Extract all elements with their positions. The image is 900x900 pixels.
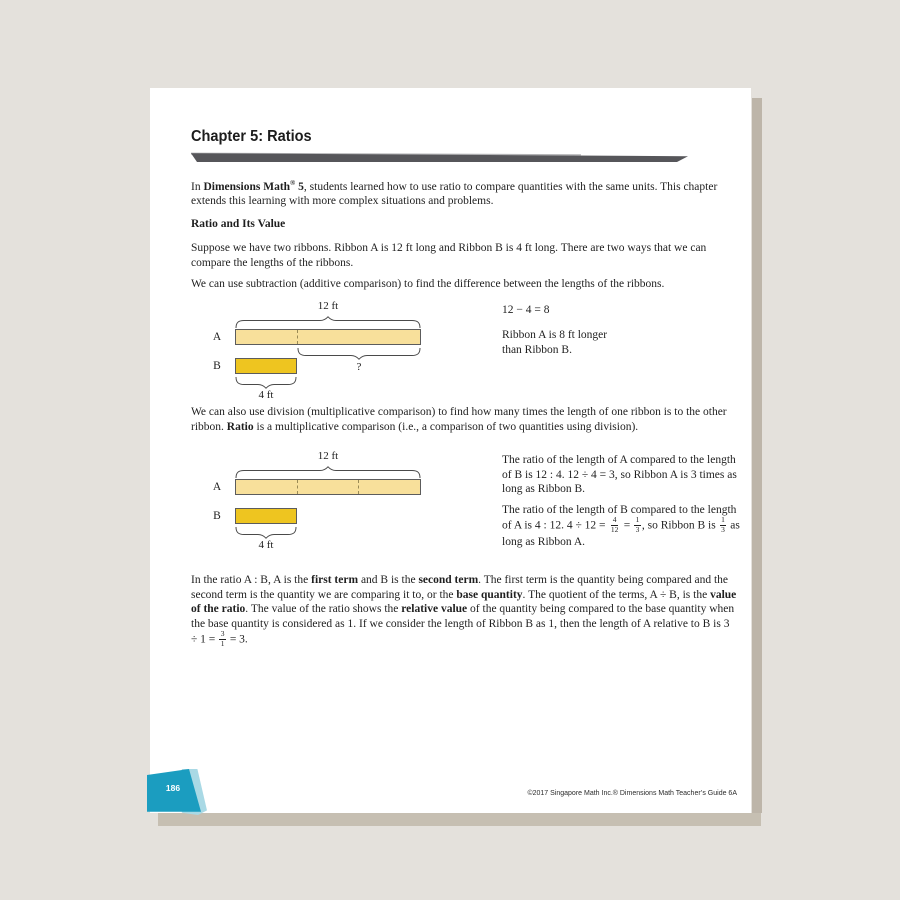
ratio-notes bbox=[502, 453, 742, 555]
swoosh-graphic bbox=[191, 152, 688, 164]
ribbon-b-bar bbox=[235, 358, 297, 374]
ribbon-a-bar bbox=[235, 479, 421, 495]
intro-paragraph: In Dimensions Math® 5, students learned how to use ratio to compare quantities with the same units. This chapter extends this learning with more complex situations and problems. bbox=[191, 179, 718, 208]
title-underline-swoosh bbox=[191, 151, 688, 163]
paragraph-subtraction: We can use subtraction (additive comparison) to find the difference between the lengths of the ribbons. bbox=[191, 278, 665, 290]
page-shadow-right bbox=[752, 98, 762, 813]
chapter-title: Chapter 5: Ratios bbox=[191, 128, 312, 145]
section-heading: Ratio and Its Value bbox=[191, 218, 286, 230]
page-shadow-bottom bbox=[158, 813, 761, 826]
length-12ft-label: 12 ft bbox=[317, 450, 339, 462]
bar-divider-dashed bbox=[297, 330, 298, 344]
overbrace-12ft bbox=[235, 466, 421, 478]
bar-divider-dashed bbox=[358, 480, 359, 494]
ribbon-a-label: A bbox=[212, 481, 222, 493]
paragraph-suppose: Suppose we have two ribbons. Ribbon A is 12 ft long and Ribbon B is 4 ft long. There are two ways that we can compare the lengths of the ribbons. bbox=[191, 242, 707, 269]
page-number-tab bbox=[147, 769, 207, 815]
ribbon-b-label: B bbox=[213, 510, 221, 522]
copyright-line: ©2017 Singapore Math Inc.® Dimensions Math Teacher’s Guide 6A bbox=[527, 790, 737, 797]
page-number: 186 bbox=[165, 783, 181, 793]
underbrace-difference bbox=[297, 347, 421, 360]
ribbon-diagram-subtraction bbox=[210, 300, 510, 410]
ribbon-diagram-division bbox=[210, 450, 510, 560]
underbrace-4ft bbox=[235, 376, 297, 389]
book-page bbox=[150, 88, 751, 813]
ratio-note-a-to-b: The ratio of the length of A compared to the length of B is 12 : 4. 12 ÷ 4 = 3, so Ribbon A is 3 times as long as Ribbon B. bbox=[502, 454, 737, 496]
conclusion-line-1: Ribbon A is 8 ft longer bbox=[502, 329, 608, 341]
difference-question-label: ? bbox=[356, 361, 362, 373]
ribbon-b-bar bbox=[235, 508, 297, 524]
ratio-note-b-to-a: The ratio of the length of B compared to the length of A is 4 : 12. 4 ÷ 12 = $\frac{4}{12}$ = $\frac{1}{3}$ , so Ribbon B is $\frac{1}{3}$ as long as Ribbon A. bbox=[502, 503, 740, 548]
bar-divider-dashed bbox=[297, 480, 298, 494]
subtraction-result bbox=[502, 304, 742, 356]
paragraph-division: We can also use division (multiplicative comparison) to find how many times the length of one ribbon is to the other ribbon. Ratio is a multiplicative comparison (i.e., a comparison of two quantities using division). bbox=[191, 406, 727, 433]
ribbon-a-bar bbox=[235, 329, 421, 345]
paragraph-ratio-terms: In the ratio A : B, A is the first term and B is the second term. The first term is the quantity being compared and the second term is the quantity we are comparing it to, or the base quantity. The quotient of the terms, A ÷ B, is the value of the ratio. The value of the ratio shows the relative value of the quantity being compared to the base quantity when the base quantity is considered as 1. If we consider the length of Ribbon B as 1, then the length of A relative to B is 3 ÷ 1 = $\frac{3}{1}$ = 3. bbox=[191, 574, 737, 648]
subtraction-conclusion bbox=[502, 328, 607, 357]
overbrace-12ft bbox=[235, 316, 421, 328]
length-4ft-label: 4 ft bbox=[258, 539, 274, 551]
ribbon-a-label: A bbox=[212, 331, 222, 343]
underbrace-4ft bbox=[235, 526, 297, 539]
subtraction-equation: 12 − 4 = 8 bbox=[502, 304, 550, 316]
length-12ft-label: 12 ft bbox=[317, 300, 339, 312]
ribbon-b-label: B bbox=[213, 360, 221, 372]
length-4ft-label: 4 ft bbox=[258, 389, 274, 401]
conclusion-line-2: than Ribbon B. bbox=[502, 343, 572, 356]
